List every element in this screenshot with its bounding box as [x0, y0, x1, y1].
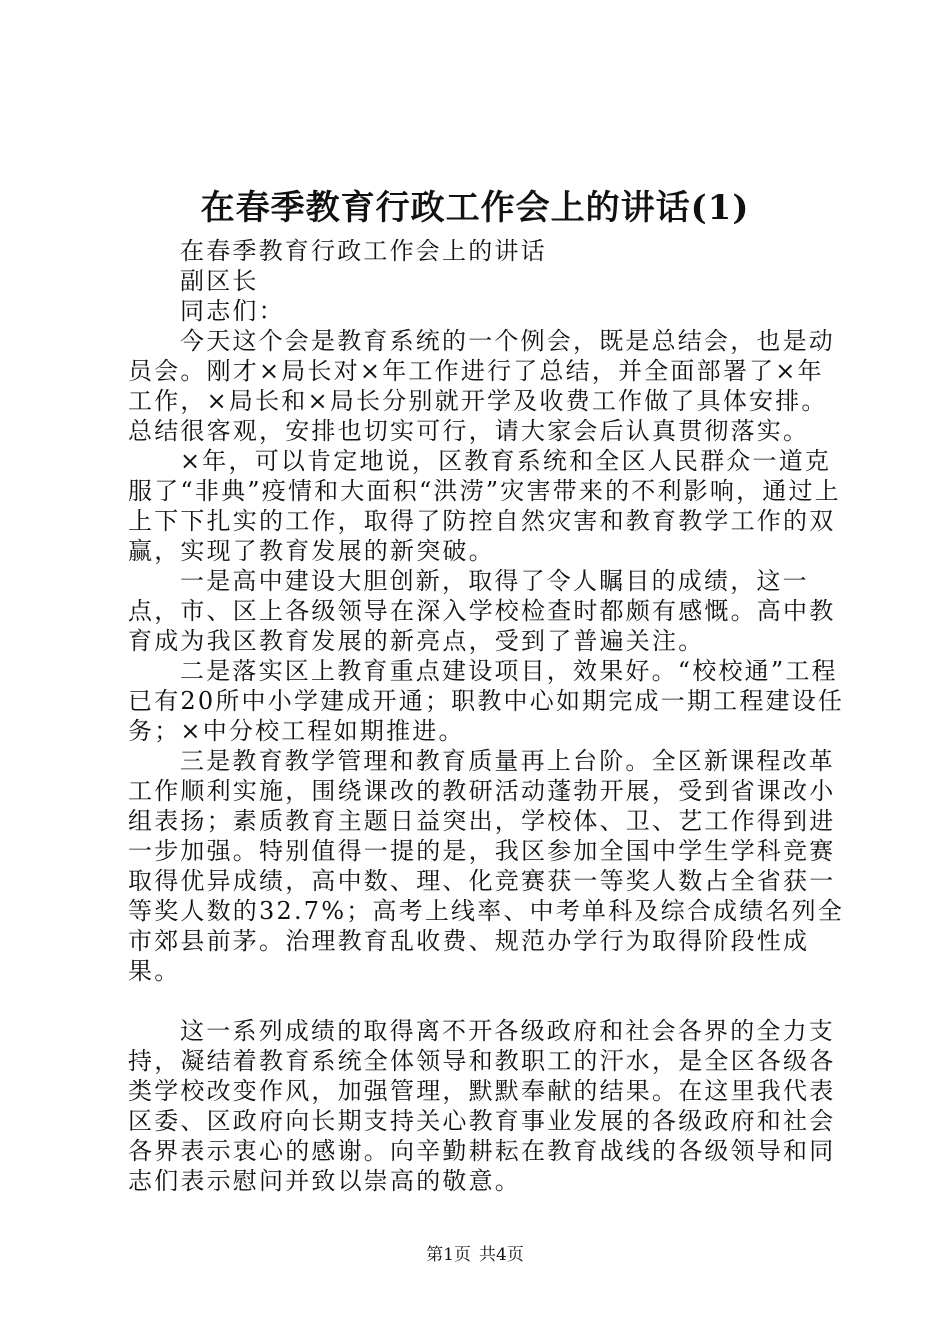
paragraph-point-three: 三是教育教学管理和教育质量再上台阶。全区新课程改革工作顺利实施，围绕课改的教研活动蓬勃开展，受到省课改小组表扬；素质教育主题日益突出，学校体、卫、艺工作得到进一步加强。特别值得一提的是，我区参加全国中学生学科竞赛取得优异成绩，高中数、理、化竞赛获一等奖人数占全省获一等奖人数的32.7%；高考上线率、中考单科及综合成绩名列全市郊县前茅。治理教育乱收费、规范办学行为取得阶段性成果。: [128, 747, 845, 985]
salutation: 同志们：: [180, 297, 285, 325]
page-footer: [0, 1243, 950, 1267]
page-count: 共4页: [479, 1245, 524, 1265]
page-title: 在春季教育行政工作会上的讲话(1): [200, 188, 750, 228]
paragraph-achievements: ×年，可以肯定地说，区教育系统和全区人民群众一道克服了“非典”疫情和大面积“洪涝”灾害带来的不利影响，通过上上下下扎实的工作，取得了防控自然灾害和教育教学工作的双赢，实现了教育发展的新突破。: [128, 447, 841, 565]
paragraph-opening: 今天这个会是教育系统的一个例会，既是总结会，也是动员会。刚才×局长对×年工作进行了总结，并全面部署了×年工作，×局长和×局长分别就开学及收费工作做了具体安排。总结很客观，安排也切实可行，请大家会后认真贯彻落实。: [128, 327, 835, 445]
document-body: [128, 236, 848, 1196]
speaker-line: 副区长: [180, 267, 259, 295]
speech-subtitle: 在春季教育行政工作会上的讲话: [180, 237, 547, 265]
paragraph-point-one: 一是高中建设大胆创新，取得了令人瞩目的成绩，这一点，市、区上各级领导在深入学校检查时都颇有感慨。高中教育成为我区教育发展的新亮点，受到了普遍关注。: [128, 567, 836, 655]
paragraph-thanks: 这一系列成绩的取得离不开各级政府和社会各界的全力支持，凝结着教育系统全体领导和教职工的汗水，是全区各级各类学校改变作风，加强管理，默默奉献的结果。在这里我代表区委、区政府向长期支持关心教育事业发展的各级政府和社会各界表示衷心的感谢。向辛勤耕耘在教育战线的各级领导和同志们表示慰问并致以崇高的敬意。: [128, 1017, 836, 1195]
paragraph-point-two: 二是落实区上教育重点建设项目，效果好。“校校通”工程已有20所中小学建成开通；职教中心如期完成一期工程建设任务；×中分校工程如期推进。: [128, 657, 845, 745]
page-number: 第1页: [426, 1245, 471, 1265]
